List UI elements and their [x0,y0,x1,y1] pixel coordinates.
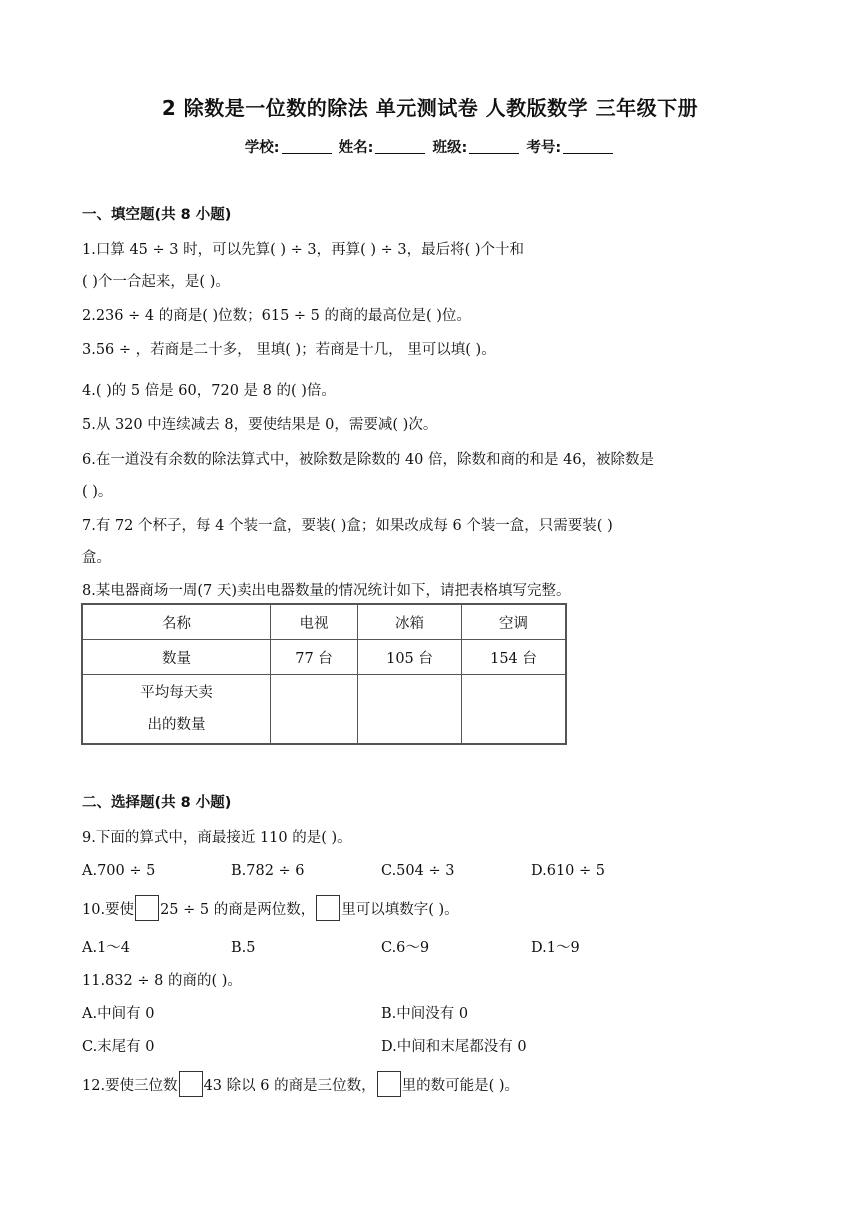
table-header-cell: 电视 [271,604,358,640]
question-2: 2.236 ÷ 4 的商是( )位数；615 ÷ 5 的商的最高位是( )位。 [82,308,471,324]
table-row [82,675,566,745]
question-1-line-2: ( )个一合起来，是( )。 [82,274,230,290]
option-c[interactable]: C.末尾有 0 [82,1039,155,1055]
question-10-text-a: 10.要使 [82,902,135,918]
question-8: 8.某电器商场一周(7 天)卖出电器数量的情况统计如下，请把表格填写完整。 [82,583,571,599]
table-row [82,604,566,640]
question-7-line-2: 盒。 [82,550,111,566]
table-cell: 77 台 [271,640,358,675]
question-10 [82,895,459,921]
answer-cell-ac[interactable] [462,675,567,745]
question-11: 11.832 ÷ 8 的商的( )。 [82,973,242,989]
answer-cell-tv[interactable] [271,675,358,745]
question-7-line-1: 7.有 72 个杯子，每 4 个装一盒，要装( )盒；如果改成每 6 个装一盒，只需要装( ) [82,518,613,534]
average-label-line-2: 出的数量 [147,717,206,733]
question-12-text-c: 里的数可能是( )。 [401,1078,520,1094]
option-b[interactable]: B.5 [231,940,256,956]
question-10-text-b: 25 ÷ 5 的商是两位数， [160,902,316,918]
option-d[interactable]: D.中间和末尾都没有 0 [381,1039,527,1055]
option-c[interactable]: C.504 ÷ 3 [381,863,455,879]
table-header-cell: 冰箱 [358,604,462,640]
option-b[interactable]: B.中间没有 0 [381,1006,469,1022]
question-10-text-c: 里可以填数字( )。 [341,902,459,918]
section-heading-choice: 二、选择题(共 8 小题) [82,795,232,811]
question-12 [82,1071,519,1097]
answer-cell-fridge[interactable] [358,675,462,745]
question-5: 5.从 320 中连续减去 8，要使结果是 0，需要减( )次。 [82,417,438,433]
name-label: 姓名: [338,140,374,156]
option-b[interactable]: B.782 ÷ 6 [231,863,305,879]
question-1-line-1: 1.口算 45 ÷ 3 时，可以先算( ) ÷ 3，再算( ) ÷ 3，最后将( )个十和 [82,242,525,258]
school-blank[interactable] [282,139,332,154]
student-info-line [0,136,860,157]
question-6-line-2: ( )。 [82,484,113,500]
table-cell: 105 台 [358,640,462,675]
digit-box[interactable] [179,1071,203,1097]
school-label: 学校: [244,140,280,156]
question-12-text-b: 43 除以 6 的商是三位数， [203,1078,376,1094]
class-blank[interactable] [469,139,519,154]
question-12-text-a: 12.要使三位数 [82,1078,178,1094]
table-header-cell: 名称 [82,604,271,640]
option-a[interactable]: A.700 ÷ 5 [82,863,156,879]
table-row [82,640,566,675]
question-4: 4.( )的 5 倍是 60，720 是 8 的( )倍。 [82,383,336,399]
question-9: 9.下面的算式中，商最接近 110 的是( )。 [82,830,352,846]
class-label: 班级: [432,140,468,156]
option-d[interactable]: D.1～9 [531,940,580,956]
table-header-cell: 空调 [462,604,567,640]
section-heading-fill-blank: 一、填空题(共 8 小题) [82,207,232,223]
table-cell: 154 台 [462,640,567,675]
name-blank[interactable] [375,139,425,154]
digit-box[interactable] [316,895,340,921]
page-title: 2 除数是一位数的除法 单元测试卷 人教版数学 三年级下册 [161,96,699,120]
average-label-line-1: 平均每天卖 [140,685,213,701]
option-a[interactable]: A.中间有 0 [82,1006,155,1022]
option-c[interactable]: C.6～9 [381,940,430,956]
sales-table [81,603,567,745]
question-3: 3.56 ÷ ，若商是二十多， 里填( )；若商是十几， 里可以填( )。 [82,342,496,358]
option-a[interactable]: A.1～4 [82,940,131,956]
exam-number-label: 考号: [526,140,562,156]
table-cell [82,675,271,745]
digit-box[interactable] [377,1071,401,1097]
option-d[interactable]: D.610 ÷ 5 [531,863,605,879]
digit-box[interactable] [135,895,159,921]
table-cell: 数量 [82,640,271,675]
exam-number-blank[interactable] [563,139,613,154]
question-6-line-1: 6.在一道没有余数的除法算式中，被除数是除数的 40 倍，除数和商的和是 46，被除数是 [82,452,655,468]
